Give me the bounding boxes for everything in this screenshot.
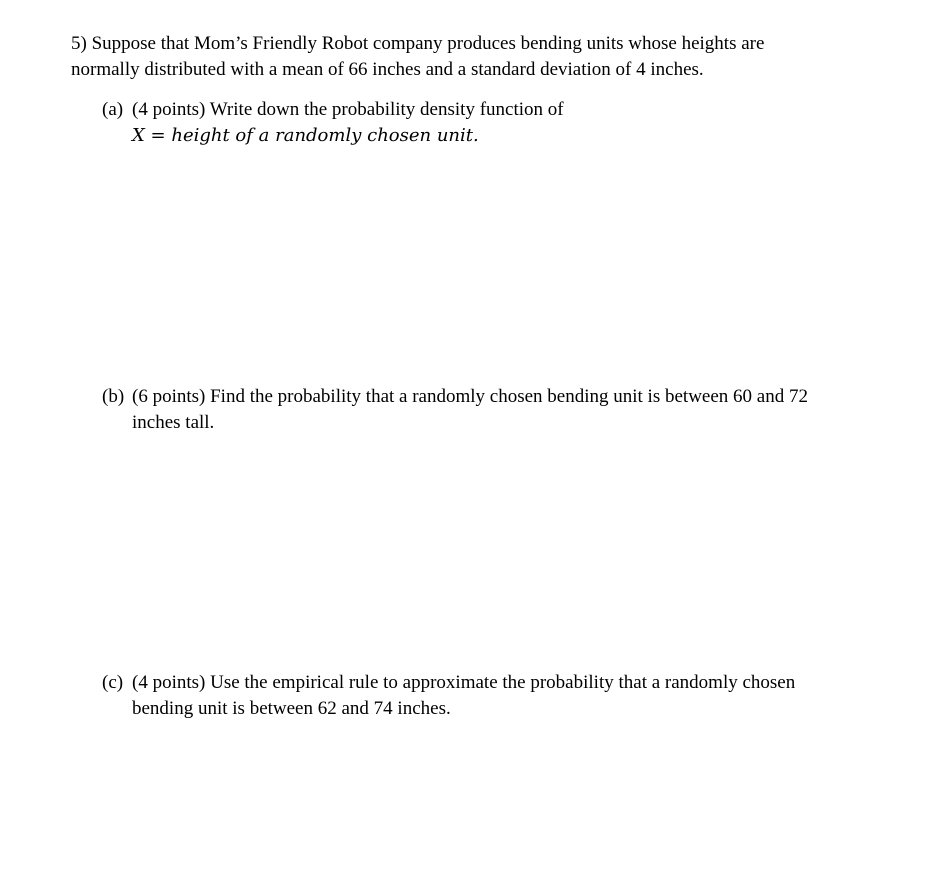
problem-statement	[71, 31, 851, 83]
part-c	[102, 670, 862, 722]
equation-equals: =	[144, 125, 172, 146]
part-a-text: (4 points) Write down the probability density function of	[132, 99, 564, 120]
part-a-label: (a)	[102, 99, 124, 120]
part-c-continuation: bending unit is between 62 and 74 inches.	[132, 698, 451, 719]
part-b	[102, 384, 862, 436]
problem-statement-line-1: 5) Suppose that Mom’s Friendly Robot company produces bending units whose heights are	[71, 33, 765, 54]
part-c-label: (c)	[102, 672, 124, 693]
part-b-continuation: inches tall.	[132, 412, 215, 433]
equation-variable: X	[132, 125, 145, 146]
equation-definition: height of a randomly chosen unit.	[171, 125, 479, 146]
problem-statement-line-2: normally distributed with a mean of 66 inches and a standard deviation of 4 inches.	[71, 59, 704, 80]
part-b-text: (6 points) Find the probability that a randomly chosen bending unit is between 60 and 72	[132, 386, 808, 407]
part-a-equation	[102, 123, 862, 149]
part-b-label: (b)	[102, 386, 125, 407]
part-c-text: (4 points) Use the empirical rule to approximate the probability that a randomly chosen	[132, 672, 796, 693]
part-a	[102, 97, 862, 149]
